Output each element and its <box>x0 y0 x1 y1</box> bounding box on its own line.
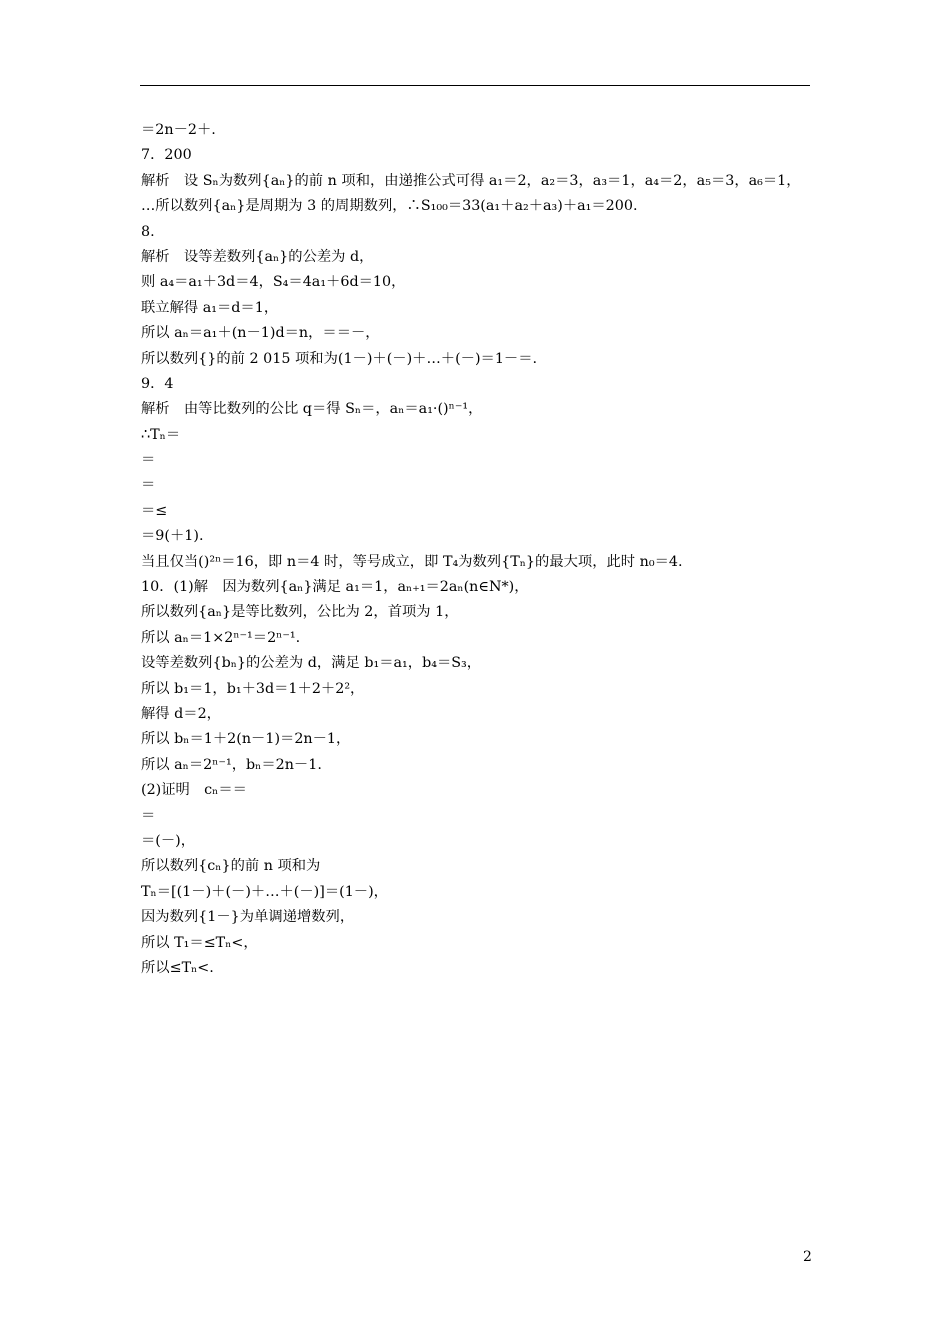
text-line: 所以 aₙ＝2ⁿ⁻¹，bₙ＝2n－1. <box>141 756 322 773</box>
text-line: 设等差数列{bₙ}的公差为 d，满足 b₁＝a₁，b₄＝S₃， <box>141 655 482 672</box>
text-line: ＝ <box>141 452 156 469</box>
text-line: 解析 设等差数列{aₙ}的公差为 d， <box>141 248 374 265</box>
header-rule <box>140 85 810 86</box>
text-line: 解析 设 Sₙ为数列{aₙ}的前 n 项和，由递推公式可得 a₁＝2，a₂＝3，a₃＝1，a₄＝2，a₅＝3，a₆＝1， <box>141 172 801 189</box>
text-line: Tₙ＝[(1－)＋(－)＋…＋(－)]＝(1－)， <box>141 883 388 900</box>
text-line: 则 a₄＝a₁＋3d＝4，S₄＝4a₁＋6d＝10， <box>141 274 406 291</box>
text-line: 所以数列{aₙ}是等比数列，公比为 2，首项为 1， <box>141 604 459 621</box>
text-line: 解析 由等比数列的公比 q＝得 Sₙ＝，aₙ＝a₁·()ⁿ⁻¹， <box>141 401 483 418</box>
text-line: 解得 d＝2， <box>141 705 221 722</box>
document-body <box>141 118 821 981</box>
text-line: 所以 T₁＝≤Tₙ<， <box>141 934 258 951</box>
text-line: 所以 b₁＝1，b₁＋3d＝1＋2＋2²， <box>141 680 365 697</box>
text-line: ＝ <box>141 807 156 824</box>
problem-9-answer: 9．4 <box>141 375 174 392</box>
text-line: ＝ <box>141 477 156 494</box>
text-line: 因为数列{1－}为单调递增数列， <box>141 909 355 926</box>
problem-10-part-2: (2)证明 cₙ＝＝ <box>141 782 247 799</box>
problem-7-answer: 7．200 <box>141 147 192 164</box>
text-line: 所以 aₙ＝1×2ⁿ⁻¹＝2ⁿ⁻¹. <box>141 629 301 646</box>
text-line: ∴Tₙ＝ <box>141 426 181 443</box>
page-number: 2 <box>803 1249 812 1265</box>
text-line: …所以数列{aₙ}是周期为 3 的周期数列，∴S₁₀₀＝33(a₁＋a₂＋a₃)＋a₁＝200. <box>141 198 638 215</box>
text-line: 所以≤Tₙ<. <box>141 959 214 976</box>
text-line: 所以 aₙ＝a₁＋(n－1)d＝n，＝＝－， <box>141 325 380 342</box>
text-line: ＝2n－2＋. <box>141 122 216 138</box>
text-line: 联立解得 a₁＝d＝1， <box>141 299 279 316</box>
problem-10-part-1: 10．(1)解 因为数列{aₙ}满足 a₁＝1，aₙ₊₁＝2aₙ(n∈N*)， <box>141 579 529 596</box>
text-line: 所以数列{cₙ}的前 n 项和为 <box>141 858 321 875</box>
text-line: ＝9(＋1). <box>141 528 204 545</box>
text-line: 所以 bₙ＝1＋2(n－1)＝2n－1， <box>141 731 351 748</box>
text-line: 当且仅当()²ⁿ＝16，即 n＝4 时，等号成立，即 T₄为数列{Tₙ}的最大项，此时 n₀＝4. <box>141 553 683 570</box>
text-line: 所以数列{}的前 2 015 项和为(1－)＋(－)＋…＋(－)＝1－＝. <box>141 350 538 367</box>
text-line: ＝(－)， <box>141 832 196 849</box>
problem-8-answer: 8. <box>141 223 155 240</box>
text-line: ＝≤ <box>141 502 168 519</box>
